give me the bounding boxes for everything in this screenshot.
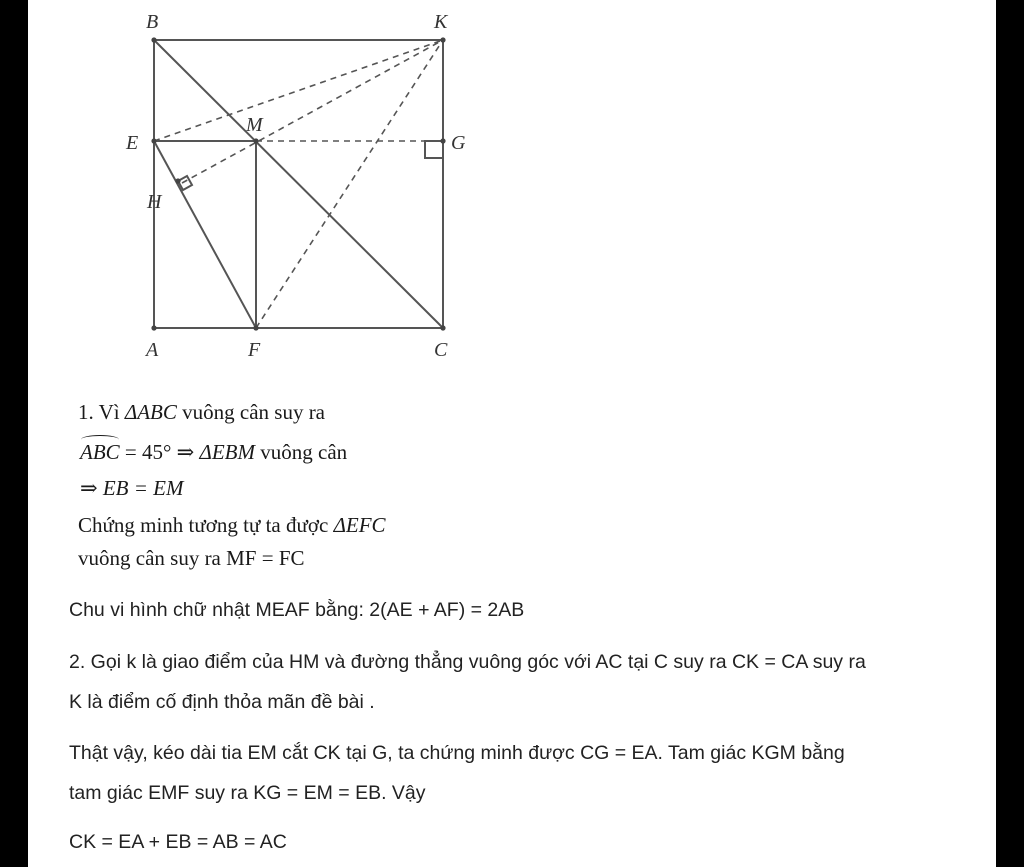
label-F: F: [248, 339, 261, 361]
paragraph-perimeter: Chu vi hình chữ nhật MEAF bằng: 2(AE + AF) = 2AB: [69, 599, 525, 621]
point-H: [175, 178, 180, 183]
proof-line-2: ABC = 45° ⇒ ΔEBM vuông cân: [80, 440, 348, 464]
label-G: G: [451, 132, 466, 154]
label-A: A: [146, 339, 159, 361]
paragraph-2-line-1: 2. Gọi k là giao điểm của HM và đường thẳng vuông góc với AC tại C suy ra CK = CA suy ra: [69, 651, 866, 673]
geometry-figure: [84, 0, 504, 370]
paragraph-3-line-1: Thật vậy, kéo dài tia EM cắt CK tại G, ta chứng minh được CG = EA. Tam giác KGM bằng: [69, 742, 845, 764]
dashed-HK: [182, 40, 443, 183]
label-C: C: [434, 339, 448, 361]
label-H: H: [147, 191, 162, 213]
label-M: M: [246, 114, 263, 136]
label-B: B: [146, 11, 159, 33]
point-C: [440, 325, 445, 330]
label-E: E: [126, 132, 139, 154]
proof-line-3: ⇒ EB = EM: [80, 476, 184, 500]
content-panel: [28, 0, 996, 867]
point-E: [151, 138, 156, 143]
point-B: [151, 37, 156, 42]
point-A: [151, 325, 156, 330]
paragraph-3-line-2: tam giác EMF suy ra KG = EM = EB. Vậy: [69, 782, 426, 804]
dashed-EK: [154, 40, 443, 141]
paragraph-conclusion: CK = EA + EB = AB = AC: [69, 831, 287, 853]
segment-BC: [154, 40, 443, 328]
angle-ABC: ABC: [80, 440, 120, 464]
point-F: [253, 325, 258, 330]
right-angle-marker-G: [425, 141, 443, 158]
proof-line-5: vuông cân suy ra MF = FC: [78, 546, 305, 570]
paragraph-2-line-2: K là điểm cố định thỏa mãn đề bài .: [69, 691, 375, 713]
proof-line-4: Chứng minh tương tự ta được ΔEFC: [78, 513, 386, 537]
dashed-FK: [256, 40, 443, 328]
label-K: K: [434, 11, 448, 33]
point-K: [440, 37, 445, 42]
point-G: [440, 138, 445, 143]
proof-line-1: 1. Vì ΔABC vuông cân suy ra: [78, 400, 326, 424]
segment-EF: [154, 141, 256, 328]
point-M: [253, 138, 258, 143]
